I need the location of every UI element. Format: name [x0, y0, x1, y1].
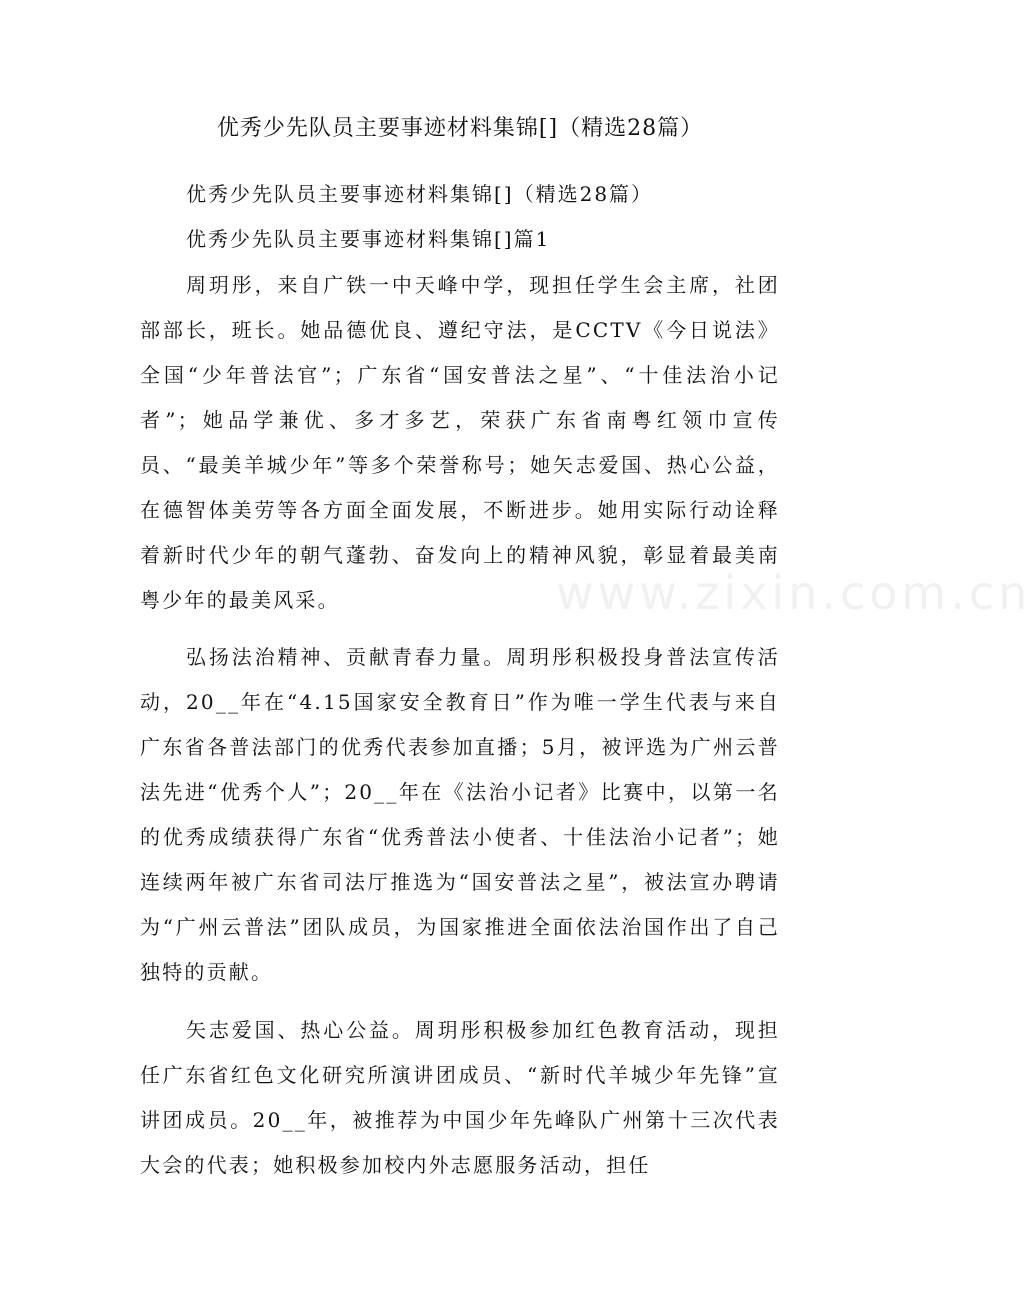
- body-text: [140, 263, 780, 1188]
- paragraph: 弘扬法治精神、贡献青春力量。周玥彤积极投身普法宣传活动，20__年在“4.15国家安全教育日”作为唯一学生代表与来自广东省各普法部门的优秀代表参加直播；5月，被评选为广州云普法先进“优秀个人”；20__年在《法治小记者》比赛中，以第一名的优秀成绩获得广东省“优秀普法小使者、十佳法治小记者”；她连续两年被广东省司法厅推选为“国安普法之星”，被法宣办聘请为“广州云普法”团队成员，为国家推进全面依法治国作出了自己独特的贡献。: [140, 645, 780, 984]
- paragraph: 矢志爱国、热心公益。周玥彤积极参加红色教育活动，现担任广东省红色文化研究所演讲团成员、“新时代羊城少年先锋”宣讲团成员。20__年，被推荐为中国少年先峰队广州第十三次代表大会的代表；她积极参加校内外志愿服务活动，担任: [140, 1018, 780, 1177]
- watermark: www.zixin.com.cn: [556, 566, 1031, 620]
- paragraph: 周玥彤，来自广铁一中天峰中学，现担任学生会主席，社团部部长，班长。她品德优良、遵纪守法，是CCTV《今日说法》全国“少年普法官”；广东省“国安普法之星”、“十佳法治小记者”；她品学兼优、多才多艺，荣获广东省南粤红领巾宣传员、“最美羊城少年”等多个荣誉称号；她矢志爱国、热心公益，在德智体美劳等各方面全面发展，不断进步。她用实际行动诠释着新时代少年的朝气蓬勃、奋发向上的精神风貌，彰显着最美南粤少年的最美风采。: [140, 273, 780, 612]
- document-subtitle: 优秀少先队员主要事迹材料集锦[]（精选28篇）: [186, 182, 654, 206]
- document-title: 优秀少先队员主要事迹材料集锦[]（精选28篇）: [216, 116, 704, 141]
- section-heading: 优秀少先队员主要事迹材料集锦[]篇1: [186, 227, 551, 251]
